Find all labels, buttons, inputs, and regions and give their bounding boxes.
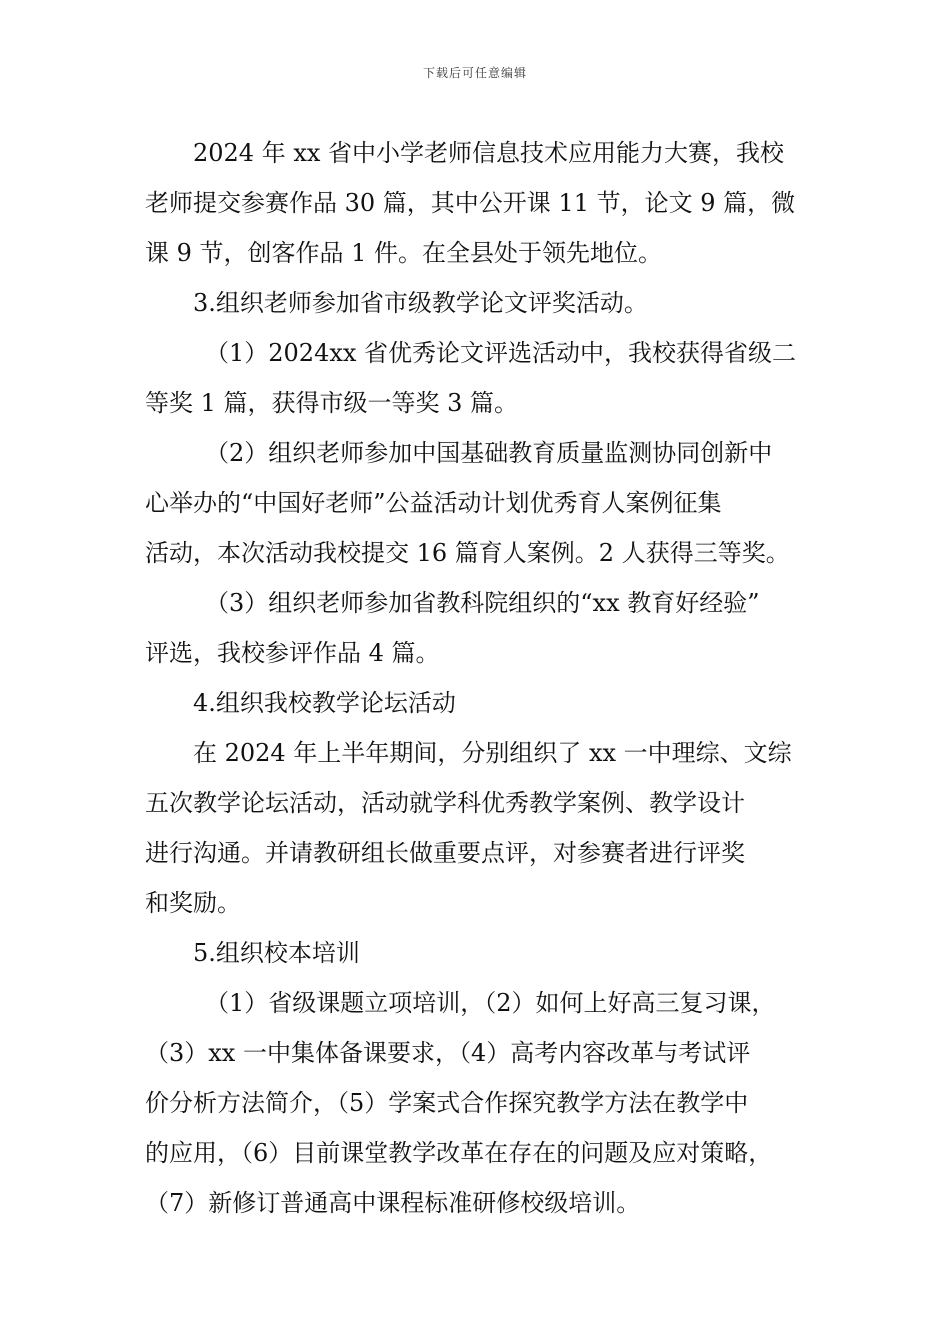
text-line: 3.组织老师参加省市级教学论文评奖活动。 (193, 289, 648, 317)
section-heading-5 (145, 928, 813, 978)
page-header: 下载后可任意编辑 (422, 66, 527, 80)
text-line: （1）2024xx 省优秀论文评选活动中，我校获得省级二 (205, 339, 797, 367)
paragraph-item-1 (145, 328, 813, 428)
text-line: （2）组织老师参加中国基础教育质量监测协同创新中 (205, 439, 773, 467)
paragraph-forum (145, 728, 813, 928)
section-heading-4 (145, 678, 813, 728)
text-line: 4.组织我校教学论坛活动 (193, 689, 456, 717)
text-line: 和奖励。 (145, 889, 241, 917)
text-line: 五次教学论坛活动，活动就学科优秀教学案例、教学设计 (145, 789, 745, 817)
document-body (145, 128, 813, 1228)
text-line: （3）组织老师参加省教科院组织的“xx 教育好经验” (205, 589, 760, 617)
text-line: 课 9 节，创客作品 1 件。在全县处于领先地位。 (145, 239, 663, 267)
text-line: 在 2024 年上半年期间，分别组织了 xx 一中理综、文综 (193, 739, 792, 767)
text-line: 老师提交参赛作品 30 篇，其中公开课 11 节，论文 9 篇，微 (145, 189, 796, 217)
paragraph-competition (145, 128, 813, 278)
section-heading-3 (145, 278, 813, 328)
text-line: 的应用，（6）目前课堂教学改革在存在的问题及应对策略， (145, 1139, 773, 1167)
text-line: 等奖 1 篇，获得市级一等奖 3 篇。 (145, 389, 519, 417)
text-line: （1）省级课题立项培训，（2）如何上好高三复习课， (205, 989, 776, 1017)
text-line: 评选，我校参评作品 4 篇。 (145, 639, 440, 667)
text-line: 5.组织校本培训 (193, 939, 360, 967)
text-line: （7）新修订普通高中课程标准研修校级培训。 (145, 1189, 641, 1217)
paragraph-item-3 (145, 578, 813, 678)
text-line: （3）xx 一中集体备课要求，（4）高考内容改革与考试评 (145, 1039, 751, 1067)
text-line: 价分析方法简介，（5）学案式合作探究教学方法在教学中 (145, 1089, 749, 1117)
text-line: 2024 年 xx 省中小学老师信息技术应用能力大赛，我校 (193, 139, 785, 167)
text-line: 进行沟通。并请教研组长做重要点评，对参赛者进行评奖 (145, 839, 745, 867)
text-line: 心举办的“中国好老师”公益活动计划优秀育人案例征集 (145, 489, 722, 517)
text-line: 活动，本次活动我校提交 16 篇育人案例。2 人获得三等奖。 (145, 539, 790, 567)
paragraph-item-2 (145, 428, 813, 578)
paragraph-training (145, 978, 813, 1228)
